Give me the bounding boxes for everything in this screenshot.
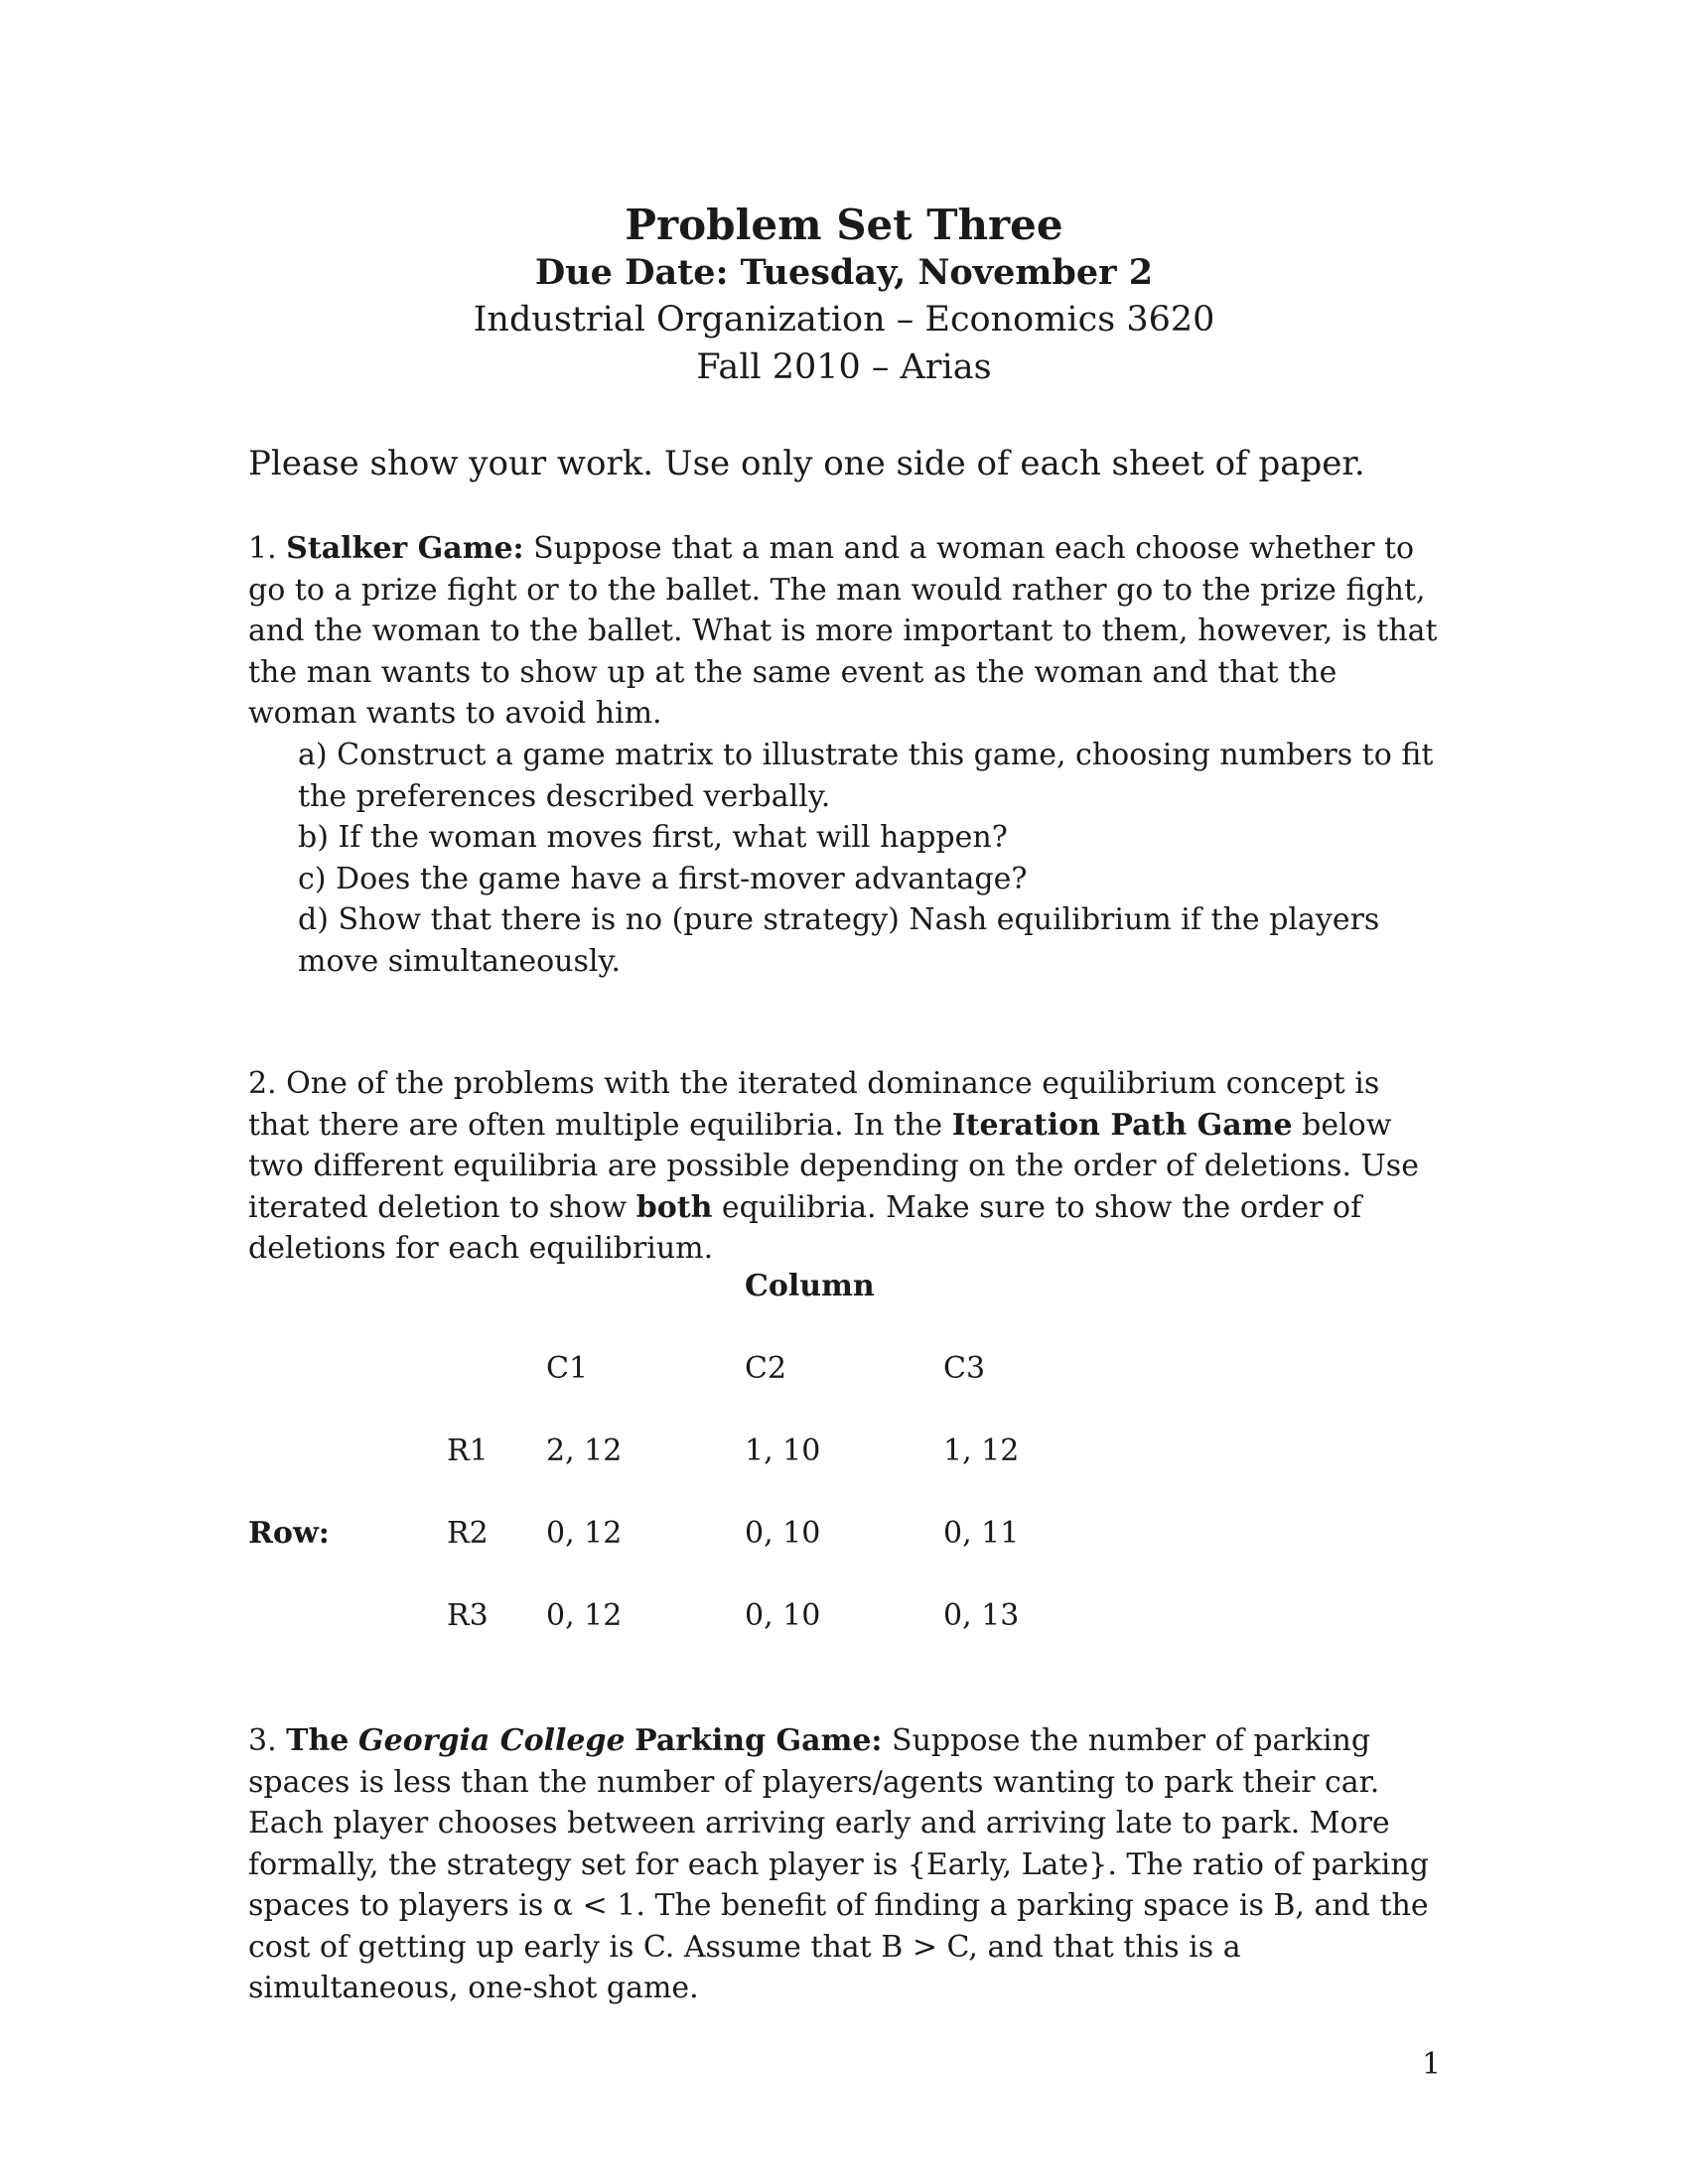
payoff-r2-c3: 0, 11 xyxy=(943,1516,1020,1551)
payoff-r3-c3: 0, 13 xyxy=(943,1598,1020,1633)
column-header-c3: C3 xyxy=(943,1351,986,1386)
question-1 xyxy=(248,528,1440,735)
payoff-r1-c2: 1, 10 xyxy=(745,1433,821,1468)
question-3-the: The xyxy=(286,1723,350,1758)
question-1-number: 1. xyxy=(248,531,277,566)
payoff-r1-c3: 1, 12 xyxy=(943,1433,1020,1468)
question-3-college: Georgia College xyxy=(357,1723,626,1758)
question-1-part-b: b) If the woman moves first, what will happen? xyxy=(298,820,1008,855)
due-date: Due Date: Tuesday, November 2 xyxy=(534,252,1154,293)
question-1-part-a: a) Construct a game matrix to illustrate this game, choosing numbers to fit the preferences described verbally. xyxy=(298,738,1434,814)
course-name: Industrial Organization – Economics 3620 xyxy=(473,300,1215,340)
instructions: Please show your work. Use only one side of each sheet of paper. xyxy=(248,444,1365,483)
row-header-r1: R1 xyxy=(447,1433,489,1468)
payoff-r2-c1: 0, 12 xyxy=(546,1516,623,1551)
payoff-r1-c1: 2, 12 xyxy=(546,1433,623,1468)
payoff-r2-c2: 0, 10 xyxy=(745,1516,821,1551)
question-2-end: equilibria. Make sure to show the order of deletions for each equilibrium. xyxy=(248,1189,1362,1266)
page-title: Problem Set Three xyxy=(625,201,1063,249)
question-2 xyxy=(248,1063,1440,1270)
question-1-title: Stalker Game: xyxy=(286,531,524,566)
question-2-game-name: Iteration Path Game xyxy=(951,1107,1293,1143)
question-1-parts xyxy=(298,735,1440,982)
question-2-both: both xyxy=(635,1189,713,1225)
row-player-label: Row: xyxy=(248,1516,330,1551)
question-2-mid: below two different equilibria are possible depending on the order of deletions. Use iterated deletion to show xyxy=(248,1107,1419,1225)
question-2-intro: 2. One of the problems with the iterated dominance equilibrium concept is that there are often multiple equilibria. In the xyxy=(248,1066,1380,1143)
question-3-number: 3. xyxy=(248,1723,277,1758)
row-header-r3: R3 xyxy=(447,1598,489,1633)
payoff-r3-c1: 0, 12 xyxy=(546,1598,623,1633)
question-1-part-d: d) Show that there is no (pure strategy) Nash equilibrium if the players move simultaneously. xyxy=(298,902,1380,979)
column-header-c2: C2 xyxy=(745,1351,787,1386)
question-3 xyxy=(248,1720,1440,2009)
question-3-body: Suppose the number of parking spaces is less than the number of players/agents wanting to park their car. Each player chooses between arriving early and arriving late to park. More formally, the strategy set for each player is {Early, Late}. The ratio of parking spaces to players is α < 1. The benefit of finding a parking space is B, and the cost of getting up early is C. Assume that B > C, and that this is a simultaneous, one-shot game. xyxy=(248,1723,1429,2005)
column-header-c1: C1 xyxy=(546,1351,589,1386)
payoff-r3-c2: 0, 10 xyxy=(745,1598,821,1633)
page-number: 1 xyxy=(1422,2047,1442,2082)
column-player-label: Column xyxy=(745,1269,875,1303)
question-3-title: Parking Game: xyxy=(634,1723,883,1758)
row-header-r2: R2 xyxy=(447,1516,489,1551)
question-1-body: Suppose that a man and a woman each choose whether to go to a prize fight or to the ballet. The man would rather go to the prize fight, and the woman to the ballet. What is more important to them, however, is that the man wants to show up at the same event as the woman and that the woman wants to avoid him. xyxy=(248,531,1438,731)
question-1-part-c: c) Does the game have a first-mover advantage? xyxy=(298,861,1028,896)
term-instructor: Fall 2010 – Arias xyxy=(696,347,992,387)
